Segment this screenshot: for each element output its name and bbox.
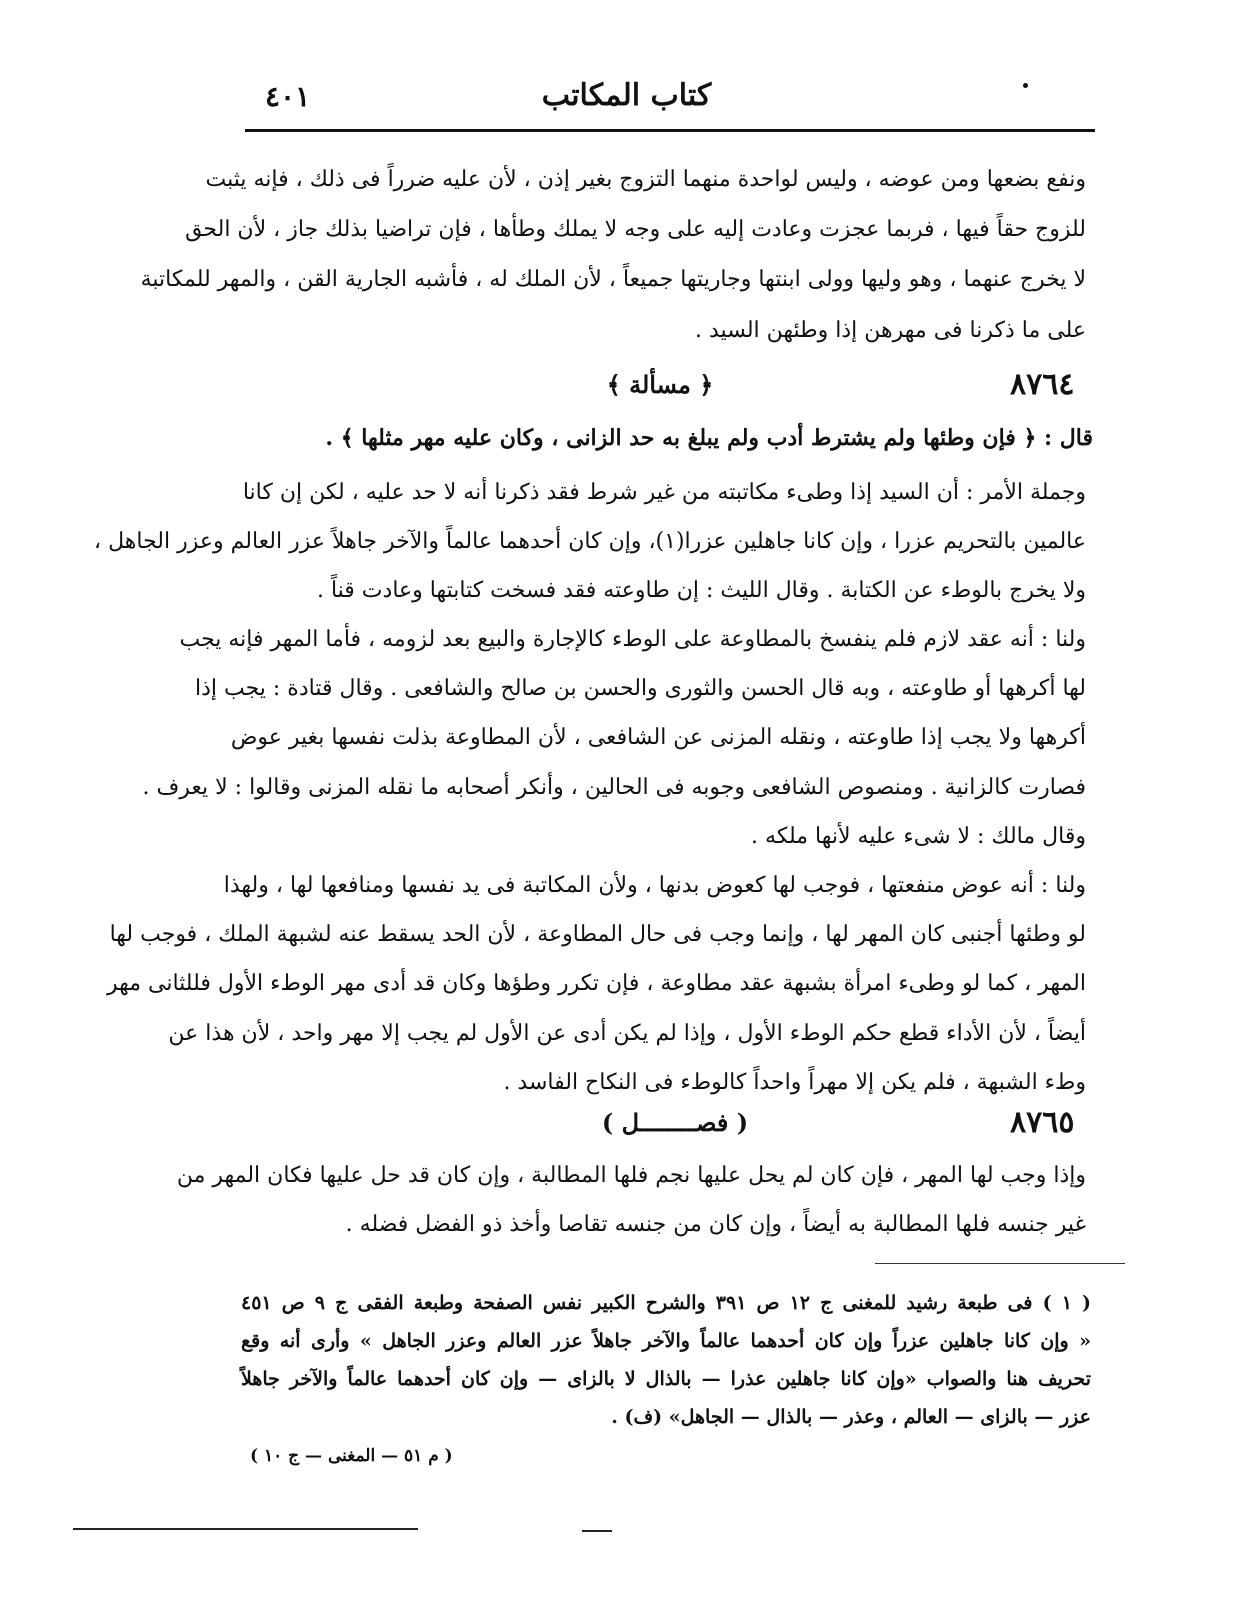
paragraph-line: فصارت كالزانية . ومنصوص الشافعى وجوبه فى الحالين ، وأنكر أصحابه ما نقله المزنى وقالوا : لا يعرف . (142, 775, 1086, 800)
section-number: ٨٧٦٤ (1010, 367, 1075, 402)
header-rule (245, 129, 1095, 132)
paragraph-line: لا يخرج عنهما ، وهو وليها وولى ابنتها وجاريتها جميعاً ، لأن الملك له ، فأشبه الجارية القن ، والمهر للمكاتبة (140, 267, 1086, 292)
header-dot (1023, 83, 1028, 88)
paragraph-line: لو وطئها أجنبى كان المهر لها ، وإنما وجب فى حال المطاوعة ، لأن الحد يسقط عنه لشبهة الملك ، فوجب لها (109, 922, 1086, 947)
paragraph-line: وإذا وجب لها المهر ، فإن كان لم يحل عليها نجم فلها المطالبة ، وإن كان قد حل عليها فكان المهر من (176, 1163, 1086, 1188)
paragraph-line: المهر ، كما لو وطىء امرأة بشبهة عقد مطاوعة ، فإن تكرر وطؤها وكان قد أدى مهر الوطء الأول فللثانى مهر (106, 971, 1086, 996)
paragraph-line: ولا يخرج بالوطء عن الكتابة . وقال الليث : إن طاوعته فقد فسخت كتابتها وعادت قناً . (316, 578, 1086, 603)
paragraph-line: ونفع بضعها ومن عوضه ، وليس لواحدة منهما التزوج بغير إذن ، لأن عليه ضرراً فى ذلك ، فإنه يثبت (205, 167, 1086, 192)
paragraph-line: أكرهها ولا يجب إذا طاوعته ، ونقله المزنى عن الشافعى ، لأن المطاوعة بذلت نفسها بغير عوض (230, 725, 1086, 750)
paragraph-line: عالمين بالتحريم عزرا ، وإن كانا جاهلين عزرا(١)، وإن كان أحدهما عالماً والآخر جاهلاً عزر العالم وعزر الجاهل ، (94, 529, 1086, 554)
section-number: ٨٧٦٥ (1010, 1105, 1075, 1140)
paragraph-line: أيضاً ، لأن الأداء قطع حكم الوطء الأول ، وإذا لم يكن أدى عن الأول لم يجب إلا مهر واحد ، لأن هذا عن (168, 1021, 1086, 1046)
paragraph-line: لها أكرهها أو طاوعته ، وبه قال الحسن والثورى والحسن بن صالح والشافعى . وقال قتادة : يجب إذا (194, 676, 1086, 701)
footnote-line: « وإن كانا جاهلين عزراً وإن كان أحدهما عالماً والآخر جاهلاً عزر العالم وعزر الجاهل » وأرى أنه وقع (241, 1330, 1091, 1352)
section-title: ﴿ مسألة ﴾ (606, 370, 714, 399)
footnote-line: ( ١ ) فى طبعة رشيد للمغنى ج ١٢ ص ٣٩١ والشرح الكبير نفس الصفحة وطبعة الفقى ج ٩ ص ٤٥١ (241, 1292, 1091, 1314)
paragraph-line: وجملة الأمر : أن السيد إذا وطىء مكاتبته من غير شرط فقد ذكرنا أنه لا حد عليه ، لكن إن كانا (242, 480, 1086, 505)
paragraph-line: وقال مالك : لا شىء عليه لأنها ملكه . (751, 824, 1086, 849)
bottom-rule (73, 1528, 418, 1530)
paragraph-line: وطء الشبهة ، فلم يكن إلا مهراً واحداً كالوطء فى النكاح الفاسد . (503, 1070, 1086, 1095)
page-title: كتاب المكاتب (541, 78, 712, 113)
quote-line: قال : ﴿ فإن وطئها ولم يشترط أدب ولم يبلغ به حد الزانى ، وكان عليه مهر مثلها ﴾ . (325, 425, 1093, 451)
section-title: ( فصــــــــل ) (601, 1108, 749, 1137)
page-signature: ( م ٥١ — المغنى — ج ١٠ ) (250, 1446, 453, 1466)
paragraph-line: ولنا : أنه عوض منفعتها ، فوجب لها كعوض بدنها ، ولأن المكاتبة فى يد نفسها ومنافعها لها ، ولهذا (223, 873, 1086, 898)
paragraph-line: للزوج حقاً فيها ، فربما عجزت وعادت إليه على وجه لا يملك وطأها ، فإن تراضيا بذلك جاز ، لأن الحق (185, 217, 1086, 242)
footnote-rule (875, 1263, 1125, 1264)
footnote-line: عزر — بالزاى — العالم ، وعذر — بالذال — الجاهل» (ف) . (611, 1406, 1091, 1428)
paragraph-line: ولنا : أنه عقد لازم فلم ينفسخ بالمطاوعة على الوطء كالإجارة والبيع بعد لزومه ، فأما المهر فإنه يجب (179, 627, 1086, 652)
footnote-line: تحريف هنا والصواب «وإن كانا جاهلين عذرا — بالذال لا بالزاى — وإن كان أحدهما عالماً والآخر جاهلاً (241, 1368, 1091, 1390)
bottom-dash (582, 1530, 612, 1532)
paragraph-line: على ما ذكرنا فى مهرهن إذا وطئهن السيد . (695, 318, 1086, 343)
page-number: ٤٠١ (265, 80, 311, 113)
paragraph-line: غير جنسه فلها المطالبة به أيضاً ، وإن كان من جنسه تقاصا وأخذ ذو الفضل فضله . (345, 1212, 1086, 1237)
